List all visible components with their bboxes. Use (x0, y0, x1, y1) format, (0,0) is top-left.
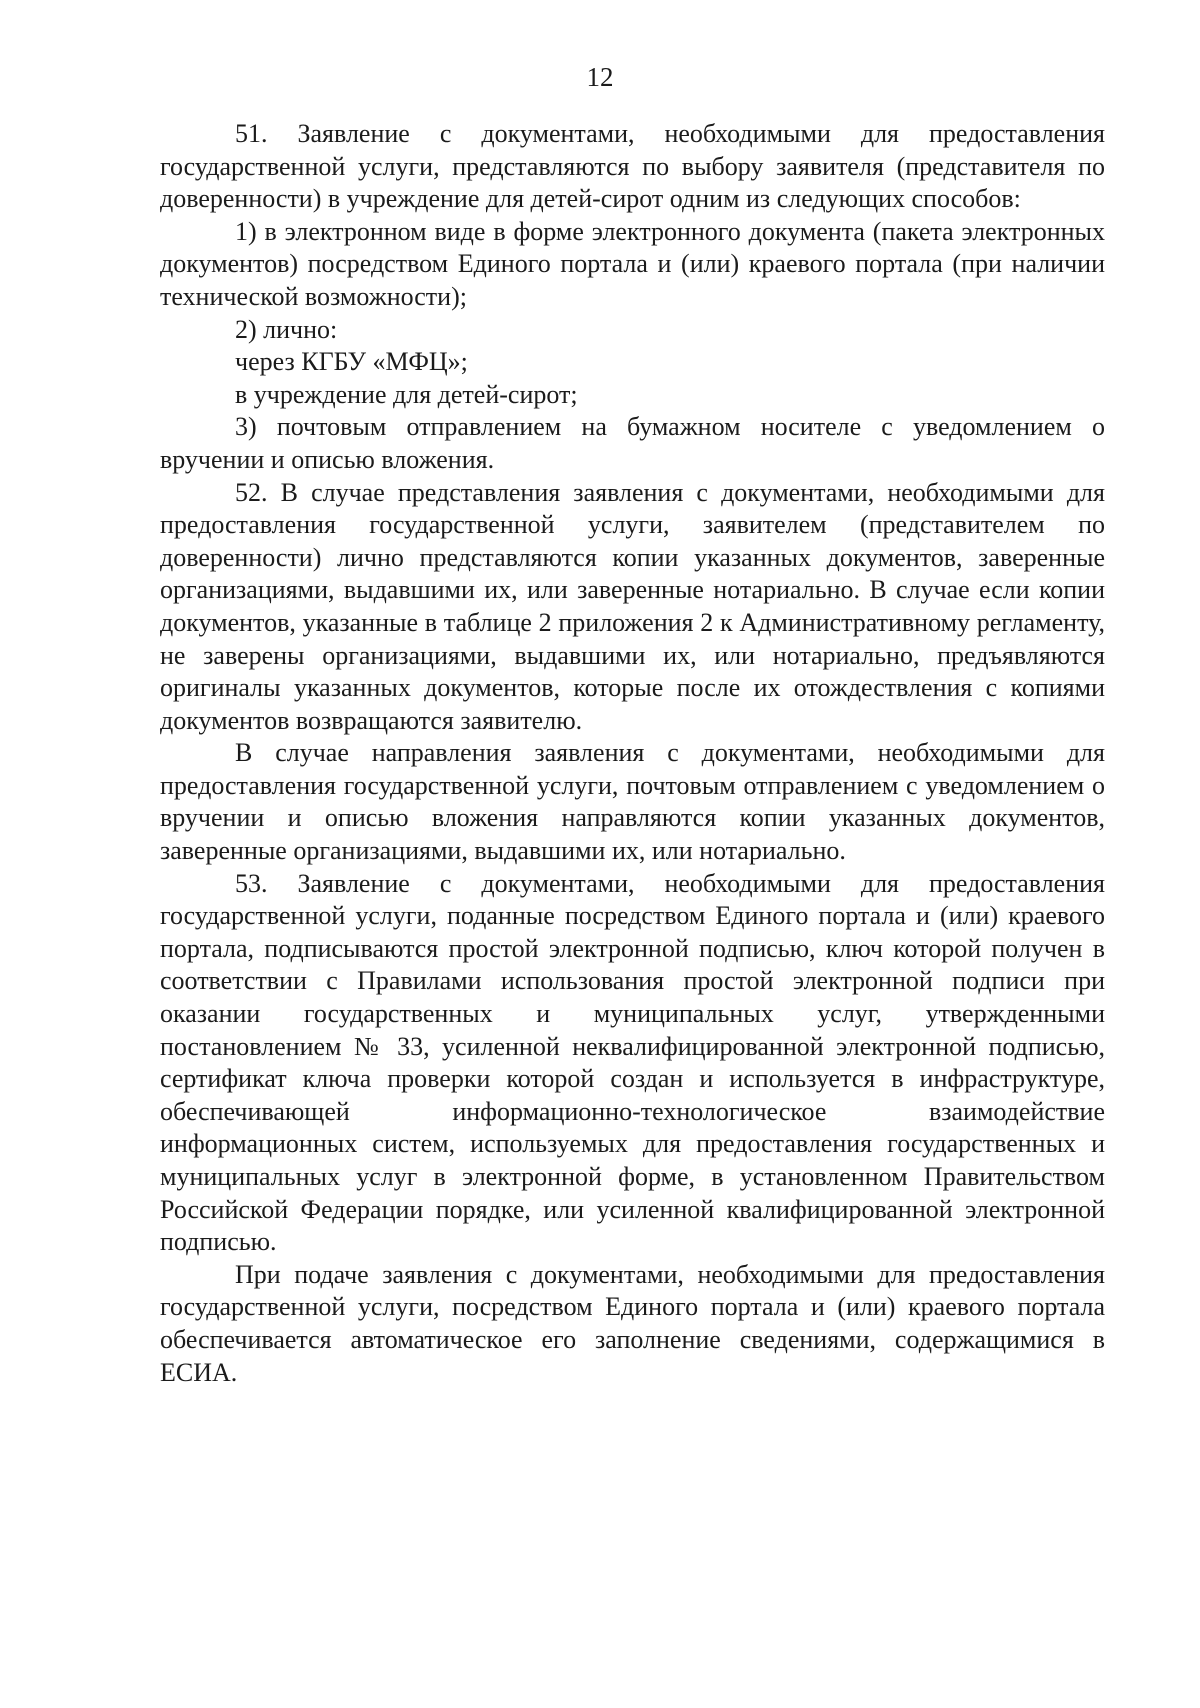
paragraph-53-esia: При подаче заявления с документами, необходимыми для предоставления государственной услуги, посредством Единого портала и (или) краевого портала обеспечивается автоматическое его заполнение сведениями, содержащимися в ЕСИА. (160, 1259, 1105, 1387)
paragraph-52-postal: В случае направления заявления с документами, необходимыми для предоставления государственной услуги, почтовым отправлением с уведомлением о вручении и описью вложения направляются копии указанных документов, заверенные организациями, выдавшими их, или нотариально. (160, 738, 1105, 866)
list-item-postal: 3) почтовым отправлением на бумажном носителе с уведомлением о вручении и описью вложения. (160, 412, 1105, 474)
list-subitem-orphan-institution: в учреждение для детей-сирот; (235, 379, 578, 409)
list-item-in-person: 2) лично: (235, 314, 338, 344)
paragraph-52: 52. В случае представления заявления с документами, необходимыми для предоставления государственной услуги, заявителем (представителем по доверенности) лично представляются копии указанных документов, заверенные организациями, выдавшими их, или заверенные нотариально. В случае если копии документов, указанные в таблице 2 приложения 2 к Административному регламенту, не заверены организациями, выдавшими их, или нотариально, предъявляются оригиналы указанных документов, которые после их отождествления с копиями документов возвращаются заявителю. (160, 477, 1105, 735)
paragraph-53: 53. Заявление с документами, необходимыми для предоставления государственной услуги, поданные посредством Единого портала и (или) краевого портала, подписываются простой электронной подписью, ключ которой получен в соответствии с Правилами использования простой электронной подписи при оказании государственных и муниципальных услуг, утвержденными постановлением № 33, усиленной неквалифицированной электронной подписью, сертификат ключа проверки которой создан и используется в инфраструктуре, обеспечивающей информационно-технологическое взаимодействие информационных систем, используемых для предоставления государственных и муниципальных услуг в электронной форме, в установленном Правительством Российской Федерации порядке, или усиленной квалифицированной электронной подписью. (160, 868, 1105, 1257)
page-number: 12 (586, 62, 614, 92)
paragraph-51: 51. Заявление с документами, необходимыми для предоставления государственной услуги, представляются по выбору заявителя (представителя по доверенности) в учреждение для детей-сирот одним из следующих способов: (160, 119, 1105, 214)
list-subitem-mfc: через КГБУ «МФЦ»; (235, 347, 468, 377)
document-body (160, 118, 1105, 1389)
list-item-electronic: 1) в электронном виде в форме электронного документа (пакета электронных документов) посредством Единого портала и (или) краевого портала (при наличии технической возможности); (160, 216, 1105, 311)
